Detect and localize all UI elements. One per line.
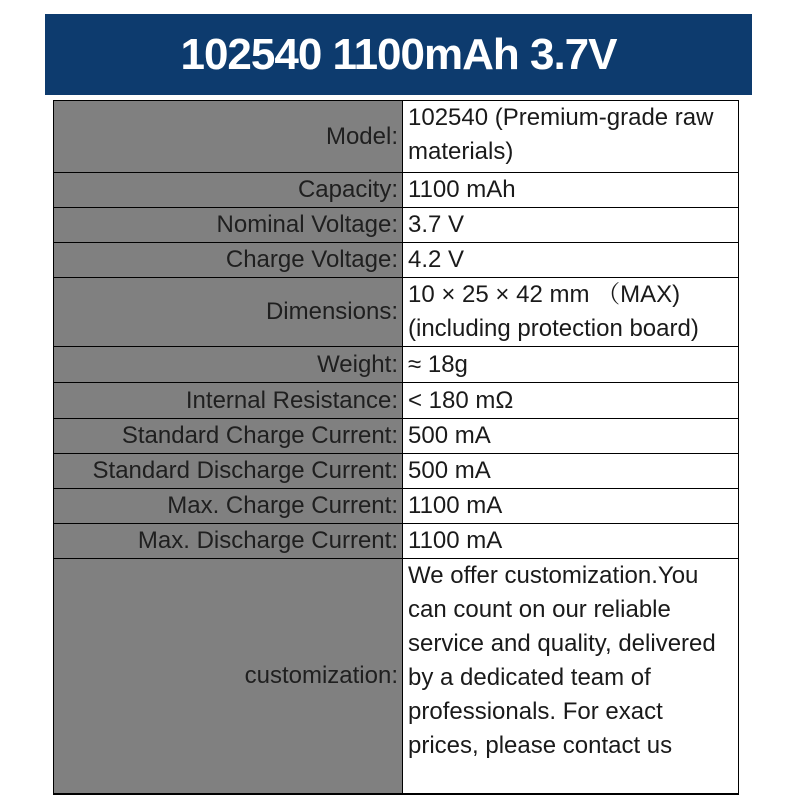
spec-label-max-charge-current: Max. Charge Current: xyxy=(54,489,403,524)
spec-label-max-discharge-current: Max. Discharge Current: xyxy=(54,524,403,559)
table-row xyxy=(54,208,739,243)
table-row xyxy=(54,454,739,489)
table-row xyxy=(54,173,739,208)
table-row xyxy=(54,524,739,559)
spec-table xyxy=(53,100,739,795)
table-row xyxy=(54,101,739,173)
spec-label-model: Model: xyxy=(54,101,403,173)
page-title-banner xyxy=(45,14,752,95)
table-row xyxy=(54,243,739,278)
table-row xyxy=(54,419,739,454)
table-row xyxy=(54,559,739,794)
spec-value-max-charge-current: 1100 mA xyxy=(403,489,739,524)
spec-label-charge-voltage: Charge Voltage: xyxy=(54,243,403,278)
spec-value-standard-charge-current: 500 mA xyxy=(403,419,739,454)
spec-value-model: 102540 (Premium-grade raw materials) xyxy=(403,101,739,173)
spec-label-capacity: Capacity: xyxy=(54,173,403,208)
table-row xyxy=(54,347,739,383)
spec-value-internal-resistance: < 180 mΩ xyxy=(403,383,739,419)
spec-value-max-discharge-current: 1100 mA xyxy=(403,524,739,559)
spec-value-weight: ≈ 18g xyxy=(403,347,739,383)
page-title: 102540 1100mAh 3.7V xyxy=(180,29,617,79)
table-row xyxy=(54,383,739,419)
spec-value-charge-voltage: 4.2 V xyxy=(403,243,739,278)
spec-value-capacity: 1100 mAh xyxy=(403,173,739,208)
spec-value-dimensions: 10 × 25 × 42 mm （MAX) (including protection board) xyxy=(403,278,739,347)
table-row xyxy=(54,278,739,347)
table-row xyxy=(54,489,739,524)
spec-value-customization: We offer customization.You can count on our reliable service and quality, delivered by a dedicated team of professionals. For exact prices, please contact us xyxy=(403,559,739,794)
spec-label-weight: Weight: xyxy=(54,347,403,383)
spec-label-nominal-voltage: Nominal Voltage: xyxy=(54,208,403,243)
spec-label-standard-discharge-current: Standard Discharge Current: xyxy=(54,454,403,489)
spec-label-internal-resistance: Internal Resistance: xyxy=(54,383,403,419)
spec-label-standard-charge-current: Standard Charge Current: xyxy=(54,419,403,454)
spec-value-standard-discharge-current: 500 mA xyxy=(403,454,739,489)
spec-label-dimensions: Dimensions: xyxy=(54,278,403,347)
spec-value-nominal-voltage: 3.7 V xyxy=(403,208,739,243)
spec-label-customization: customization: xyxy=(54,559,403,794)
